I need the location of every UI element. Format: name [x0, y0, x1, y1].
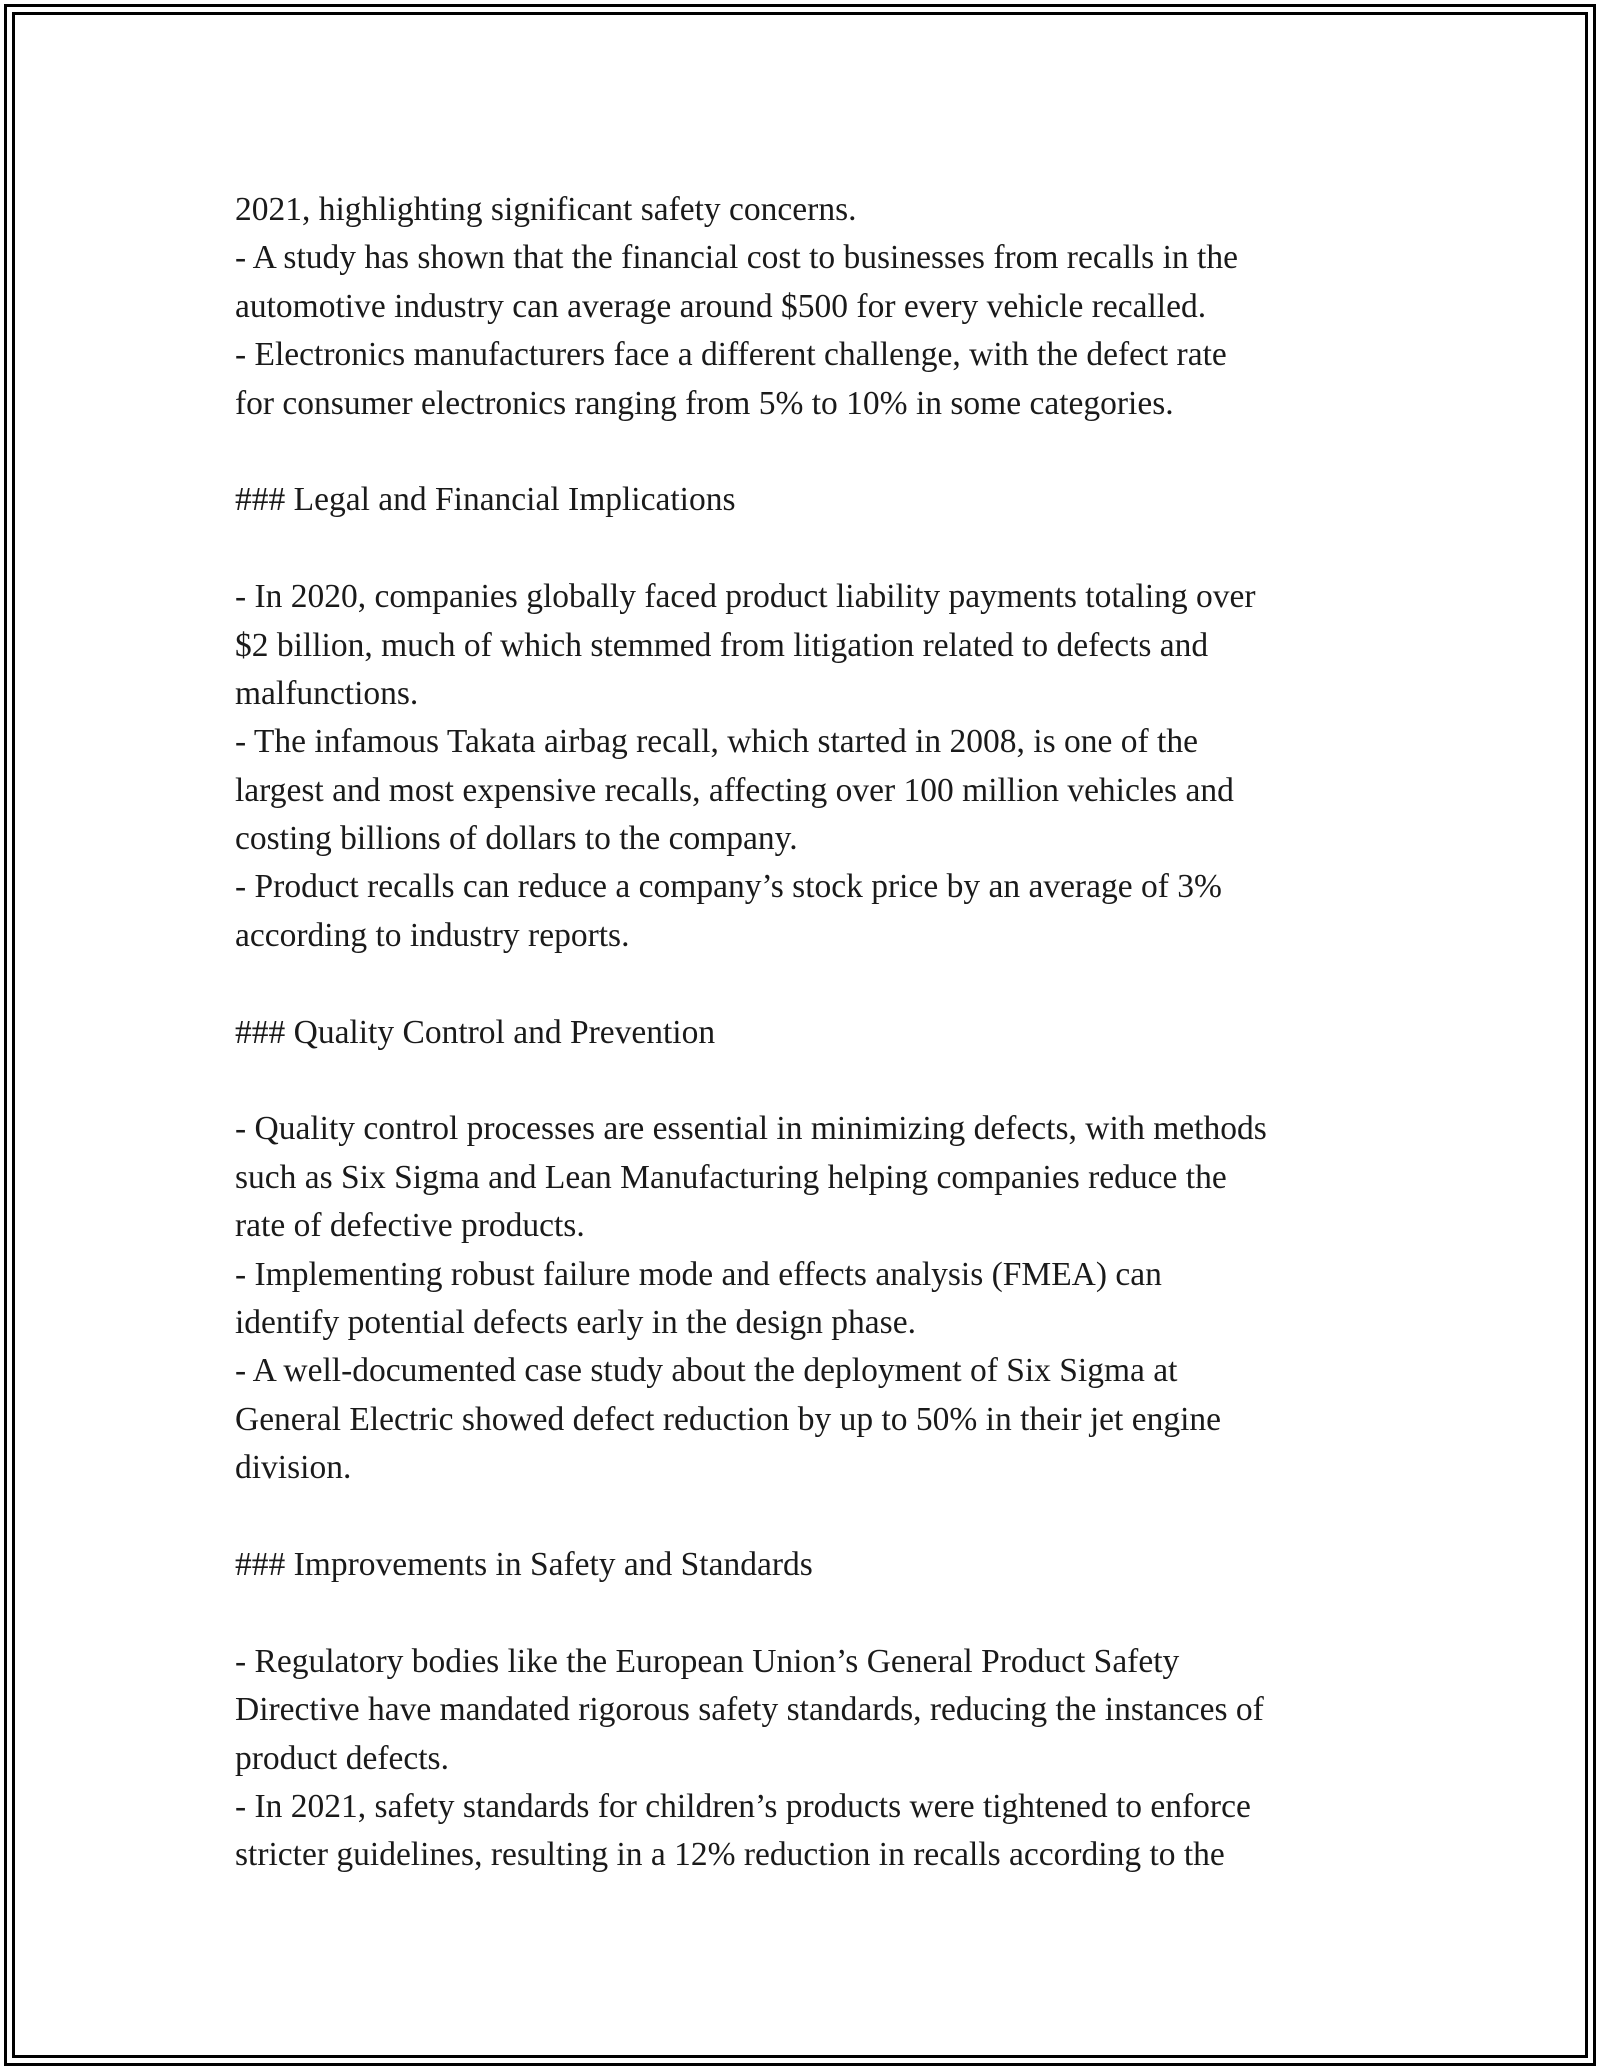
- blank-line: [235, 428, 1395, 476]
- text-line: division.: [235, 1449, 352, 1487]
- text-line: malfunctions.: [235, 674, 419, 712]
- text-line: - In 2020, companies globally faced product liability payments totaling over: [235, 578, 1256, 616]
- text-line: $2 billion, much of which stemmed from litigation related to defects and: [235, 626, 1209, 664]
- text-line: - A well-documented case study about the deployment of Six Sigma at: [235, 1352, 1178, 1390]
- section-heading: ### Quality Control and Prevention: [235, 1013, 716, 1051]
- text-line: automotive industry can average around $500 for every vehicle recalled.: [235, 287, 1207, 325]
- text-line: for consumer electronics ranging from 5% to 10% in some categories.: [235, 384, 1174, 422]
- text-line: product defects.: [235, 1739, 449, 1777]
- text-line: - Implementing robust failure mode and effects analysis (FMEA) can: [235, 1255, 1162, 1293]
- document-body: [235, 186, 1395, 1880]
- text-line: - In 2021, safety standards for children’s products were tightened to enforce: [235, 1787, 1251, 1825]
- section-heading: ### Legal and Financial Implications: [235, 481, 736, 519]
- blank-line: [235, 1589, 1395, 1637]
- text-line: stricter guidelines, resulting in a 12% reduction in recalls according to the: [235, 1836, 1225, 1874]
- section-heading: ### Improvements in Safety and Standards: [235, 1545, 813, 1583]
- text-line: - The infamous Takata airbag recall, which started in 2008, is one of the: [235, 723, 1198, 761]
- text-line: - Regulatory bodies like the European Union’s General Product Safety: [235, 1642, 1180, 1680]
- text-line: such as Six Sigma and Lean Manufacturing helping companies reduce the: [235, 1158, 1227, 1196]
- text-line: - Electronics manufacturers face a different challenge, with the defect rate: [235, 336, 1227, 374]
- text-line: costing billions of dollars to the company.: [235, 820, 798, 858]
- text-line: according to industry reports.: [235, 916, 630, 954]
- text-line: identify potential defects early in the design phase.: [235, 1303, 916, 1341]
- text-line: - Quality control processes are essential in minimizing defects, with methods: [235, 1110, 1267, 1148]
- blank-line: [235, 525, 1395, 573]
- blank-line: [235, 1057, 1395, 1105]
- text-line: - A study has shown that the financial cost to businesses from recalls in the: [235, 239, 1238, 277]
- text-line: Directive have mandated rigorous safety standards, reducing the instances of: [235, 1691, 1264, 1729]
- text-line: - Product recalls can reduce a company’s stock price by an average of 3%: [235, 868, 1222, 906]
- blank-line: [235, 1493, 1395, 1541]
- text-line: rate of defective products.: [235, 1207, 585, 1245]
- text-line: 2021, highlighting significant safety concerns.: [235, 191, 857, 228]
- text-line: largest and most expensive recalls, affecting over 100 million vehicles and: [235, 771, 1234, 809]
- text-line: General Electric showed defect reduction by up to 50% in their jet engine: [235, 1400, 1222, 1438]
- blank-line: [235, 960, 1395, 1008]
